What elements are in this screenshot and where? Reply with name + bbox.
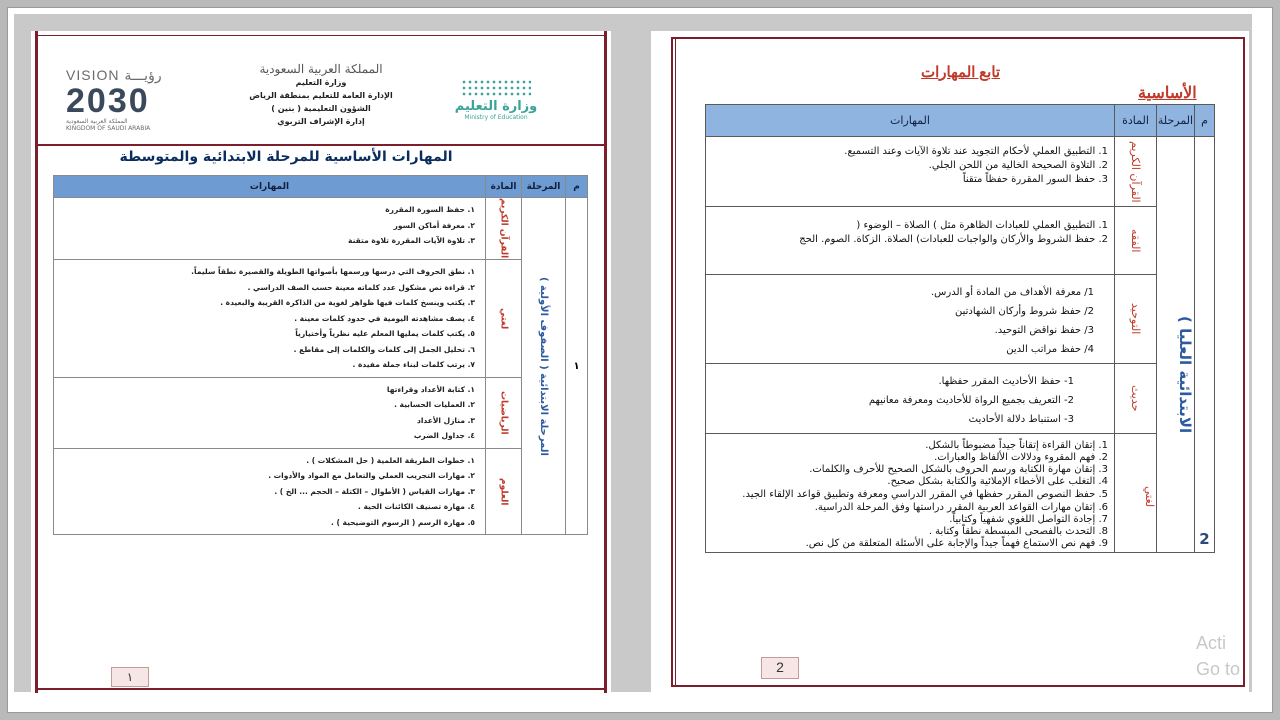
skills-cell [706,364,1115,434]
skill-item: 3. إتقان مهارة الكتابة ورسم الحروف بالشكل الصحيح للأحرف والكلمات. [809,464,1108,475]
skill-item: 7. إجادة التواصل اللغوي شفهياً وكتابياً. [949,514,1108,525]
page-border-left [671,37,673,687]
skill-item: 2. فهم المقروء ودلالات الألفاظ والعبارات. [934,452,1108,463]
table-row [54,377,588,448]
row-number: ١ [566,198,588,535]
skill-item: 3. حفظ السور المقررة حفظاً متقناً [962,174,1108,185]
header-subject: المادة [486,176,522,198]
page-subtitle: الأساسية [1138,85,1197,102]
skills-cell [706,207,1115,275]
skills-cell [706,434,1115,553]
skill-item: 2- التعريف بجميع الرواة للأحاديث ومعرفة معانيهم [868,395,1074,406]
page-title: تابع المهارات [921,65,1001,81]
letterhead-text: المملكة العربية السعودية وزارة التعليم الإدارة العامة للتعليم بمنطقة الرياض الشؤون التعليمية ( بنين ) إدارة الإشراف التربوي [249,62,393,126]
stage-cell: الابتدائية العليا ) [1157,137,1195,553]
skills-table [705,104,1215,553]
skills-cell [54,377,486,448]
skill-item: ٦. تحليل الجمل إلى كلمات والكلمات إلى مقاطع . [293,344,475,354]
header-num: م [1195,105,1215,137]
table-row [54,260,588,378]
skill-item: ٢. العمليات الحسابية . [394,400,475,409]
row-number: 2 [1195,137,1215,553]
skill-item: 3/ حفظ نواقض التوحيد. [994,325,1094,336]
header-skills: المهارات [54,176,486,198]
header-stage: المرحلة [1157,105,1195,137]
table-row [54,198,588,260]
page-number: ١ [111,667,149,687]
subject-cell: القرآن الكريم [1115,137,1157,207]
table-row [706,434,1215,553]
skill-item: 8. التحدث بالفصحى المبسطة نطقاً وكتابة . [928,526,1108,537]
table-row [706,364,1215,434]
skills-cell [706,275,1115,364]
skill-item: 5. حفظ النصوص المقرر حفظها في المقرر الدراسي ومعرفة وتطبيق قواعد الإلقاء الجيد. [742,489,1108,500]
skill-item: ٤. جداول الضرب [413,431,475,440]
skill-item: ٧. يرتب كلمات لبناء جملة مفيدة . [352,360,475,369]
skill-item: ٣. منازل الأعداد [416,415,475,425]
page-number: 2 [761,657,799,679]
vision-2030-logo: VISION رؤيـــة 2030 المملكة العربية السعودية KINGDOM OF SAUDI ARABIA [66,67,162,132]
skill-item: ٥. يكتب كلمات يمليها المعلم عليه نظرياً وأختيارياً [295,329,475,338]
skill-item: 3- استنباط دلالة الأحاديث [968,414,1074,425]
page-title: المهارات الأساسية للمرحلة الابتدائية والمتوسطة [119,149,453,165]
skills-table [53,175,588,535]
skill-item: 1- حفظ الأحاديث المقرر حفظها. [938,376,1074,387]
skill-item: 1. إتقان القراءة إتقاناً جيداً مضبوطاً بالشكل. [925,440,1108,451]
skills-cell [54,260,486,378]
subject-cell: التوحيد [1115,275,1157,364]
skill-item: 2. التلاوة الصحيحة الخالية من اللحن الجلي. [928,160,1108,171]
table-header-row [54,176,588,198]
skills-cell [54,448,486,535]
subject-cell: العلوم [486,448,522,535]
subject-cell: لغتي [486,260,522,378]
stage-cell: المرحلة الابتدائية ( الصفوف الأولية ) [522,198,566,535]
page-border-left-inner [675,37,676,687]
page-border-right [1243,37,1245,687]
subject-cell: حديث [1115,364,1157,434]
subject-cell: الرياضيات [486,377,522,448]
skill-item: ٣. تلاوة الآيات المقررة تلاوة متقنة [348,236,475,245]
skill-item: 6. إتقان مهارات القواعد العربية المقرر دراستها وفق المرحلة الدراسية. [814,502,1108,513]
table-row [706,137,1215,207]
table-row [706,207,1215,275]
letterhead [36,55,606,151]
skill-item: 4/ حفظ مراتب الدين [1006,344,1094,355]
skill-item: 1. التطبيق العملي لأحكام التجويد عند تلاوة الآيات وعند التسميع. [844,146,1108,157]
header-subject: المادة [1115,105,1157,137]
skill-item: ٤. يصف مشاهدته اليومية في حدود كلمات معينة . [294,313,475,323]
table-header-row [706,105,1215,137]
skill-item: 1/ معرفة الأهداف من المادة أو الدرس. [930,287,1094,298]
skill-item: 2. حفظ الشروط والأركان والواجبات للعبادات) الصلاة. الزكاة. الصوم. الحج [799,234,1108,245]
subject-cell: القرآن الكريم [486,198,522,260]
page-border-bottom [35,688,607,690]
header-num: م [566,176,588,198]
header-skills: المهارات [706,105,1115,137]
activation-watermark: Acti Go to [1196,633,1241,679]
skill-item: 1. التطبيق العملي للعبادات الظاهرة مثل ) الصلاة – الوضوء ( [856,220,1108,231]
skill-item: 2/ حفظ شروط وأركان الشهادتين [954,306,1094,317]
skills-cell [706,137,1115,207]
skill-item: ٢. مهارات التجريب العملي والتعامل مع المواد والأدوات . [268,471,475,480]
page-border-bottom [671,685,1245,687]
skill-item: ١. نطق الحروف التي درسها ورسمها بأصواتها الطويلة والقصيرة نطقاً سليماً. [191,267,475,276]
header-stage: المرحلة [522,176,566,198]
skill-item: ١. كتابة الأعداد وقراءتها [386,384,475,394]
skill-item: ٤. مهارة تصنيف الكائنات الحية . [358,502,475,511]
skill-item: ١. حفظ السورة المقررة [385,205,475,214]
skill-item: ١. خطوات الطريقة العلمية ( حل المشكلات ) . [306,455,475,465]
page-border-top [35,35,607,36]
skill-item: ٥. مهارة الرسم ( الرسوم التوضيحية ) . [331,517,475,527]
table-row [706,275,1215,364]
skill-item: ٢. قراءة نص مشكول عدد كلماته معينة حسب الصف الدراسي . [247,282,475,292]
subject-cell: لغتي [1115,434,1157,553]
skill-item: ٢. معرفة أماكن السور [393,220,475,230]
page-2 [651,31,1249,693]
skill-item: ٣. يكتب وينسخ كلمات فيها ظواهر لغوية من الذاكرة القريبة والبعيدة . [220,298,475,307]
ministry-logo: وزارة التعليم Ministry of Education [431,79,561,121]
skill-item: 9. فهم نص الاستماع فهماً جيداً والإجابة على الأسئلة المتعلقة من كل نص. [805,538,1108,549]
page-border-top [671,37,1245,39]
skills-cell [54,198,486,260]
skill-item: ٣. مهارات القياس ( الأطوال – الكتلة – الحجم ... الخ ) . [274,486,475,496]
table-row [54,448,588,535]
page-1 [31,31,611,693]
subject-cell: الفقه [1115,207,1157,275]
skill-item: 4. التغلب على الأخطاء الإملائية والكتابة بشكل صحيح. [887,476,1108,487]
